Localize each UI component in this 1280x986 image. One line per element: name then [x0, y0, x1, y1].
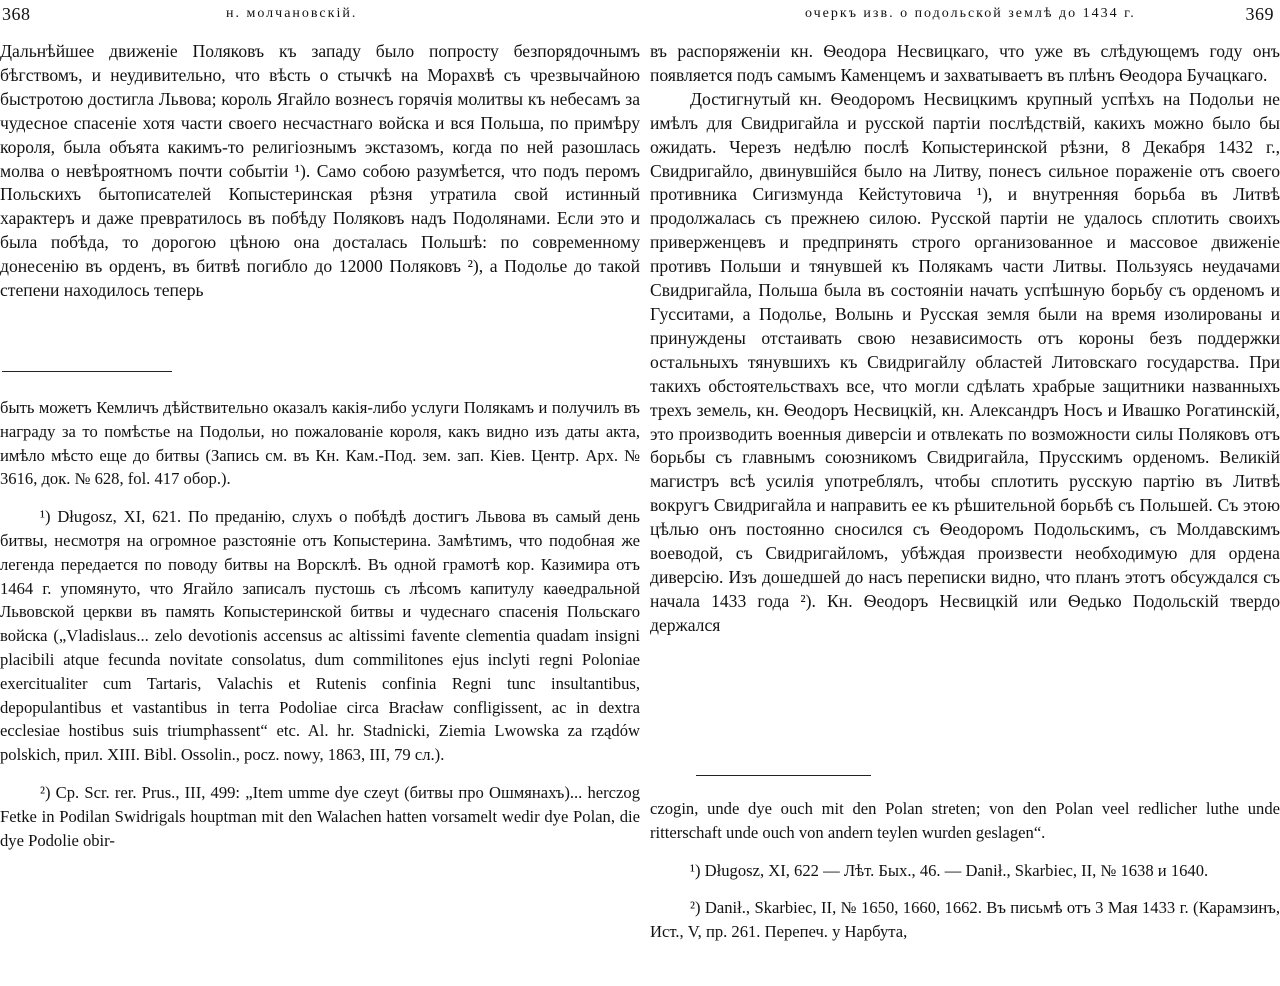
left-footnote-1: ¹) Długosz, XI, 621. По преданію, слухъ о побѣдѣ достигъ Львова въ самый день битвы, несмотря на огромное разстояніе отъ Копыстерина. Замѣтимъ, что подобная же легенда передается по поводу битвы на Ворсклѣ. Въ одной грамотѣ кор. Казимира отъ 1464 г. упомянуто, что Ягайло записалъ пустошь съ лѣсомъ капитулу каѳедральной Львовской церкви въ память Копыстеринской битвы и чудеснаго спасенія Польскаго войска („Vladislaus... zelo devotionis accensus ac altissimi favente clementia quadam insigni placibili atque fecunda novitate consolatus, dum commilitones ejus inclyti regni Poloniae exercitualiter cum Tartaris, Valachis et Rutenis confinia Regni tunc insultantibus, depopulantibus et vastantibus in terra Podoliae circa Bracław confligissent, ac in dextra ecclesiae hostibus suis triumphassent“ etc. Al. hr. Stadnicki, Ziemia Lwowska za rządów polskich, прил. XIII. Bibl. Ossolin., pocz. nowy, 1863, III, 79 сл.).: [0, 507, 640, 765]
right-page-header: [650, 4, 1280, 30]
left-body-text: [0, 40, 640, 303]
left-body-paragraph: Дальнѣйшее движеніе Поляковъ къ западу было попросту безпорядочнымъ бѣгствомъ, и неудивительно, что вѣсть о стычкѣ на Морахвѣ съ чрезвычайною быстротою достигла Львова; король Ягайло вознесъ горячія молитвы къ небесамъ за чудесное спасеніе хотя части своего несчастнаго войска и вся Польша, по примѣру короля, была объята какимъ-то религіознымъ экстазомъ, когда по ней разошлась молва о невѣроятномъ почти событіи ¹). Само собою разумѣется, что подъ перомъ Польскихъ бытописателей Копыстеринская рѣзня утратила свой истинный характеръ и даже превратилось въ побѣду Поляковъ надъ Подолянами. Если это и была побѣда, то дорогою цѣною она досталась Польшѣ: по современному донесенію въ орденъ, въ битвѣ погибло до 12000 Поляковъ ²), а Подолье до такой степени находилось теперь: [0, 41, 640, 301]
right-footnote-1: ¹) Długosz, XI, 622 — Лѣт. Бых., 46. — Danił., Skarbiec, II, № 1638 и 1640.: [690, 860, 1209, 880]
left-footnote-continuation: быть можетъ Кемличъ дѣйствительно оказалъ какія-либо услуги Полякамъ и получилъ въ награду за то помѣстье на Подольи, но пожалованіе короля, какъ видно изъ даты акта, имѣло мѣсто еще до битвы (Запись см. въ Кн. Кам.-Под. зем. зап. Кіев. Центр. Арх. № 3616, док. № 628, fol. 417 обор.).: [0, 398, 640, 489]
left-running-head: н. молчановскій.: [226, 6, 358, 21]
left-footnotes: [0, 396, 640, 852]
right-page-number: 369: [1245, 4, 1274, 24]
right-footnote-rule: [696, 775, 871, 776]
right-page: [650, 0, 1280, 986]
right-body-text: [650, 40, 1280, 638]
left-page-header: [0, 4, 640, 30]
right-footnote-2: ²) Danił., Skarbiec, II, № 1650, 1660, 1662. Въ письмѣ отъ 3 Мая 1433 г. (Карамзинъ, Ист., V, пр. 261. Перепеч. у Нарбута,: [650, 898, 1280, 942]
right-footnote-continuation: czogin, unde dye ouch mit den Polan streten; von den Polan veel redlicher luthe unde ritterschaft unde ouch von andern teylen wurden geslagen“.: [650, 799, 1280, 842]
left-page-number: 368: [2, 4, 31, 24]
right-body-paragraph-1: въ распоряженіи кн. Ѳеодора Несвицкаго, что уже въ слѣдующемъ году онъ появляется подъ самымъ Каменцемъ и захватываетъ въ плѣнъ Ѳеодора Бучацкаго.: [650, 41, 1280, 85]
right-body-paragraph-2: Достигнутый кн. Ѳеодоромъ Несвицкимъ крупный успѣхъ на Подольи не имѣлъ для Свидригайла и русской партіи послѣдствій, какихъ можно было бы ожидать. Черезъ недѣлю послѣ Копыстеринской рѣзни, 8 Декабря 1432 г., Свидригайло, двинувшійся было на Литву, понесъ сильное пораженіе отъ своего противника Сигизмунда Кейстутовича ¹), и внутренняя борьба въ Литвѣ продолжалась съ прежнею силою. Русской партіи не удалось сплотить своихъ приверженцевъ и предпринять строго организованное и массовое движеніе противъ Польши и тянувшей къ Полякамъ части Литвы. Пользуясь неудачами Свидригайла, Польша была въ состояніи начать успѣшную борьбу съ орденомъ и Гусситами, а Подолье, Волынь и Русская земля были на время изолированы и принуждены отстаивать свою независимость отъ короны безъ поддержки остальныхъ тянувшихъ къ Свидригайлу областей Литовскаго государства. При такихъ обстоятельствахъ все, что могли сдѣлать храбрые защитники названныхъ трехъ земель, кн. Ѳеодоръ Несвицкій, кн. Александръ Носъ и Ивашко Рогатинскій, это производить военныя диверсіи и отвлекать по возможности силы Поляковъ отъ борьбы съ главнымъ союзникомъ Свидригайла, Прусскимъ орденомъ. Великій магистръ всѣ усилія употреблялъ, чтобы сплотить русскую партію въ Литвѣ вокругъ Свидригайла и направить ее къ рѣшительной борьбѣ съ Польшей. Съ этою цѣлью онъ постоянно сносился съ Ѳеодоромъ Подольскимъ, съ Молдавскимъ воеводой, съ Свидригайломъ, убѣждая произвести необходимую для ордена диверсію. Изъ дошедшей до насъ переписки видно, что планъ этотъ обсуждался съ начала 1433 года ²). Кн. Ѳеодоръ Несвицкій или Ѳедько Подольскій твердо держался: [650, 88, 1280, 635]
left-footnote-2: ²) Ср. Scr. rer. Prus., III, 499: „Item umme dye czeyt (битвы про Ошмянахъ)... herczog Fetke in Podilan Swidrigals houptman mit den Walachen hatten vorsamelt wedir dye Polan, die dye Podolie obir-: [0, 782, 640, 850]
left-footnote-rule: [2, 371, 172, 372]
right-footnotes: [650, 797, 1280, 944]
right-running-head: очеркъ изв. о подольской землѣ до 1434 г.: [805, 6, 1136, 21]
